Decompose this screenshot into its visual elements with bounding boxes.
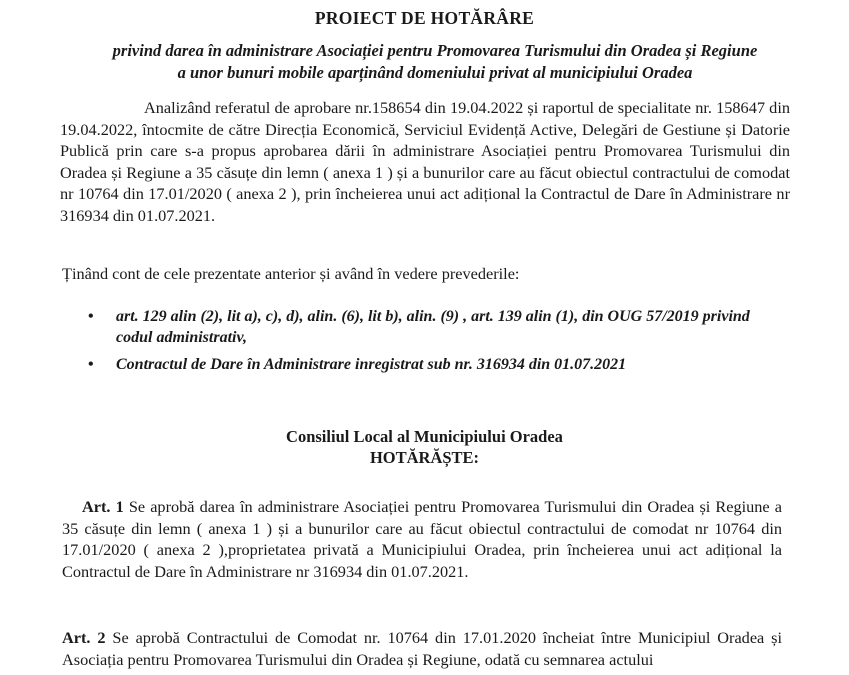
legal-basis-text: Contractul de Dare în Administrare inregistrat sub nr. 316934 din 01.07.2021 [116, 356, 627, 373]
article-1-text: Se aprobă darea în administrare Asociației pentru Promovarea Turismului din Oradea și Regiune a 35 căsuțe din lemn ( anexa 1 ) și a bunurilor care au făcut obiectul contractului de comodat nr 10764 din 17.01/2020 ( anexa 2 ),proprietatea privată a Municipiului Oradea, prin încheierea unui act adițional la Contractul de Dare în Administrare nr 316934 din 01.07.2021. [62, 497, 782, 581]
document-title: PROIECT DE HOTĂRÂRE [314, 8, 535, 28]
article-2-text: Se aprobă Contractului de Comodat nr. 10764 din 17.01.2020 încheiat între Municipiul Oradea și Asociația pentru Promovarea Turismului din Oradea și Regiune, odată cu semnarea actului [62, 628, 783, 669]
legal-basis-item [88, 354, 788, 375]
bullet-icon: • [88, 308, 94, 325]
decision-heading: HOTĂRĂȘTE: [369, 448, 480, 467]
document-subtitle [40, 40, 830, 84]
legal-basis-text: art. 129 alin (2), lit a), c), d), alin. (6), lit b), alin. (9) , art. 139 alin (1), din OUG 57/2019 privind codul administrativ, [116, 308, 750, 346]
council-heading [0, 426, 849, 468]
article-1 [62, 496, 782, 582]
legal-basis-list [88, 306, 788, 381]
article-2 [62, 627, 782, 670]
subtitle-line-2: a unor bunuri mobile aparținând domeniului privat al municipiului Oradea [177, 63, 693, 82]
legal-basis-item [88, 306, 788, 348]
bullet-icon: • [88, 356, 94, 373]
article-2-label: Art. 2 [62, 628, 106, 647]
article-1-label: Art. 1 [82, 497, 124, 516]
preamble-paragraph: Analizând referatul de aprobare nr.158654 din 19.04.2022 și raportul de specialitate nr. 158647 din 19.04.2022, întocmite de către Direcția Economică, Serviciul Evidență Active, Delegări de Gestiune și Datorie Publică prin care s-a propus aprobarea dării în administrare Asociației pentru Promovarea Turismului din Oradea și Regiune a 35 căsuțe din lemn ( anexa 1 ) și a bunurilor care au făcut obiectul contractului de comodat nr 10764 din 17.01/2020 ( anexa 2 ), prin încheierea unui act adițional la Contractul de Dare în Administrare nr 316934 din 01.07.2021. [60, 98, 790, 225]
subtitle-line-1: privind darea în administrare Asociației pentru Promovarea Turismului din Oradea și Regiune [112, 41, 758, 60]
council-name: Consiliul Local al Municipiului Oradea [286, 427, 563, 446]
considering-paragraph: Ținând cont de cele prezentate anterior și având în vedere prevederile: [62, 264, 520, 283]
